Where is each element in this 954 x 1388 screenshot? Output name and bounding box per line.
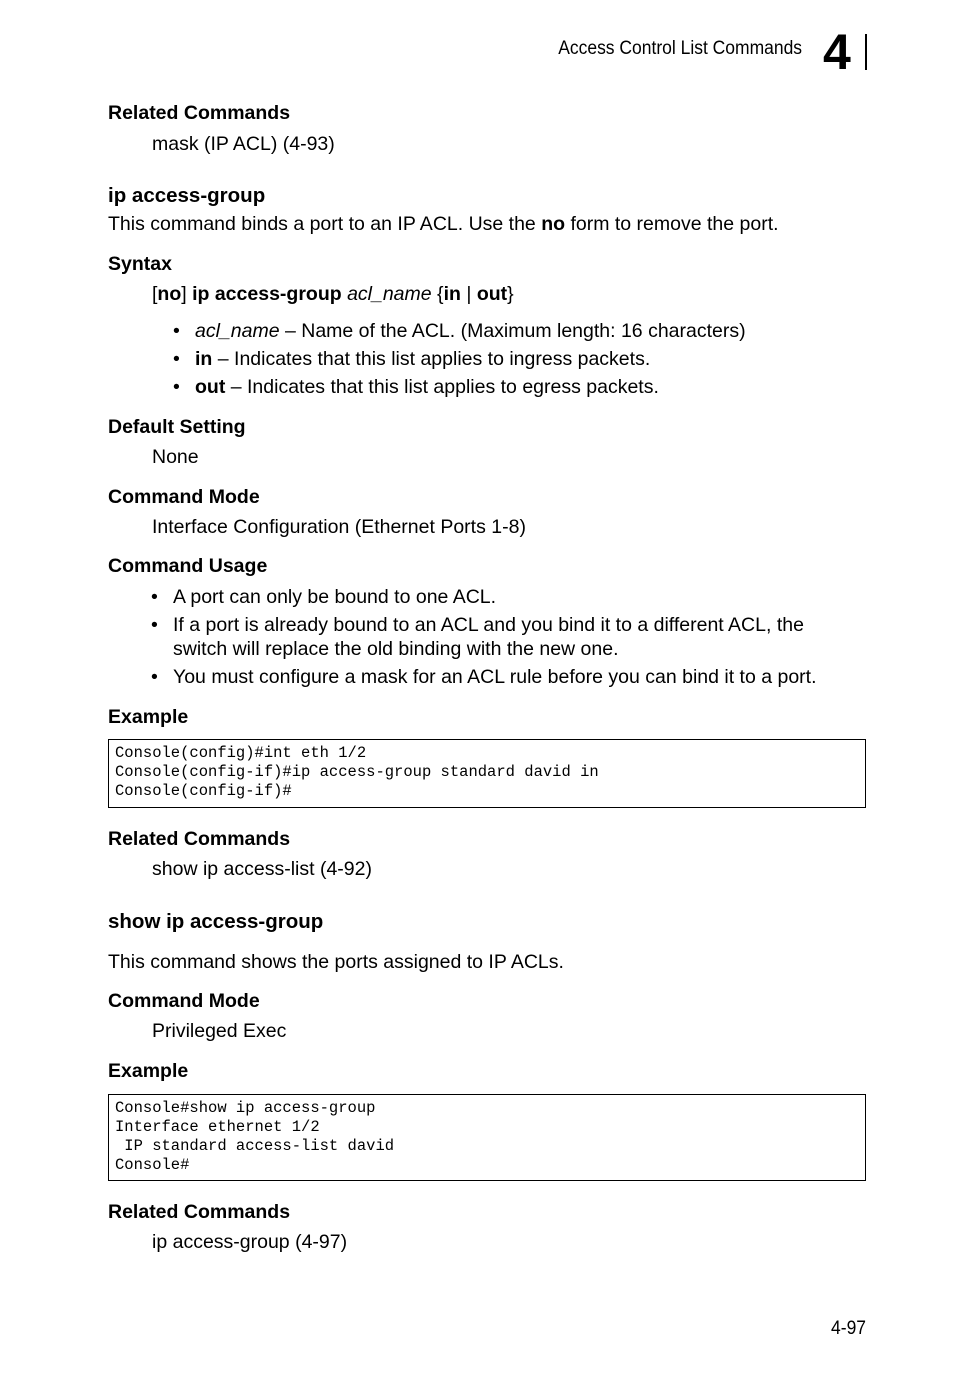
related-commands-text: ip access-group (4-97) (152, 1231, 348, 1253)
usage-item: • If a port is already bound to an ACL and you bind it to a different ACL, the (173, 614, 804, 637)
syntax-no: no (157, 283, 182, 305)
syntax-command: ip access-group (192, 283, 342, 305)
command-mode-heading: Command Mode (108, 486, 260, 508)
example-code-block (108, 739, 866, 808)
description-text: form to remove the port. (565, 213, 779, 235)
related-commands-heading: Related Commands (108, 828, 291, 850)
related-commands-text: show ip access-list (4-92) (152, 858, 372, 880)
command-usage-heading: Command Usage (108, 555, 268, 577)
running-header-title: Access Control List Commands (558, 38, 802, 59)
code-line: Interface ethernet 1/2 (115, 1118, 320, 1136)
related-commands-text: mask (IP ACL) (4-93) (152, 133, 335, 155)
description-bold: no (541, 213, 566, 235)
example-heading: Example (108, 1060, 189, 1082)
page-number: 4-97 (831, 1318, 866, 1339)
command-mode-text: Privileged Exec (152, 1020, 287, 1042)
param-term: acl_name (195, 320, 280, 342)
syntax-heading: Syntax (108, 253, 172, 275)
chapter-divider (865, 34, 867, 70)
code-line: Console# (115, 1156, 190, 1174)
usage-item-continuation: switch will replace the old binding with the new one. (173, 638, 619, 660)
code-line: Console(config-if)# (115, 782, 292, 800)
param-desc: – Name of the ACL. (Maximum length: 16 characters) (279, 320, 746, 342)
command-description: This command shows the ports assigned to IP ACLs. (108, 951, 564, 973)
param-item (195, 320, 746, 343)
syntax-in: in (443, 283, 461, 305)
usage-item: • A port can only be bound to one ACL. (173, 586, 496, 609)
example-heading: Example (108, 706, 189, 728)
syntax-out: out (476, 283, 508, 305)
example-code-block (108, 1094, 866, 1181)
syntax-brace: } (507, 283, 514, 305)
syntax-bracket: [ (152, 283, 158, 305)
code-line: Console#show ip access-group (115, 1099, 376, 1117)
syntax-bracket: ] (181, 283, 193, 305)
usage-item: • You must configure a mask for an ACL rule before you can bind it to a port. (173, 666, 817, 689)
syntax-pipe: | (460, 283, 477, 305)
default-setting-text: None (152, 446, 199, 468)
default-setting-heading: Default Setting (108, 416, 246, 438)
command-mode-heading: Command Mode (108, 990, 260, 1012)
param-desc: – Indicates that this list applies to egress packets. (225, 376, 659, 398)
syntax-argument: acl_name (347, 283, 432, 305)
param-term: in (195, 348, 213, 370)
param-item (195, 376, 659, 399)
chapter-number: 4 (823, 24, 851, 80)
syntax-brace: { (431, 283, 444, 305)
command-title: ip access-group (108, 184, 266, 207)
command-description (108, 213, 779, 236)
command-title: show ip access-group (108, 910, 324, 933)
param-term: out (195, 376, 226, 398)
code-line: IP standard access-list david (115, 1137, 395, 1155)
syntax-line (152, 283, 514, 306)
param-item (195, 348, 650, 371)
param-desc: – Indicates that this list applies to ingress packets. (212, 348, 651, 370)
code-line: Console(config)#int eth 1/2 (115, 744, 367, 762)
command-mode-text: Interface Configuration (Ethernet Ports 1-8) (152, 516, 526, 538)
related-commands-heading: Related Commands (108, 102, 291, 124)
related-commands-heading: Related Commands (108, 1201, 291, 1223)
description-text: This command binds a port to an IP ACL. Use the (108, 213, 542, 235)
code-line: Console(config-if)#ip access-group standard david in (115, 763, 599, 781)
